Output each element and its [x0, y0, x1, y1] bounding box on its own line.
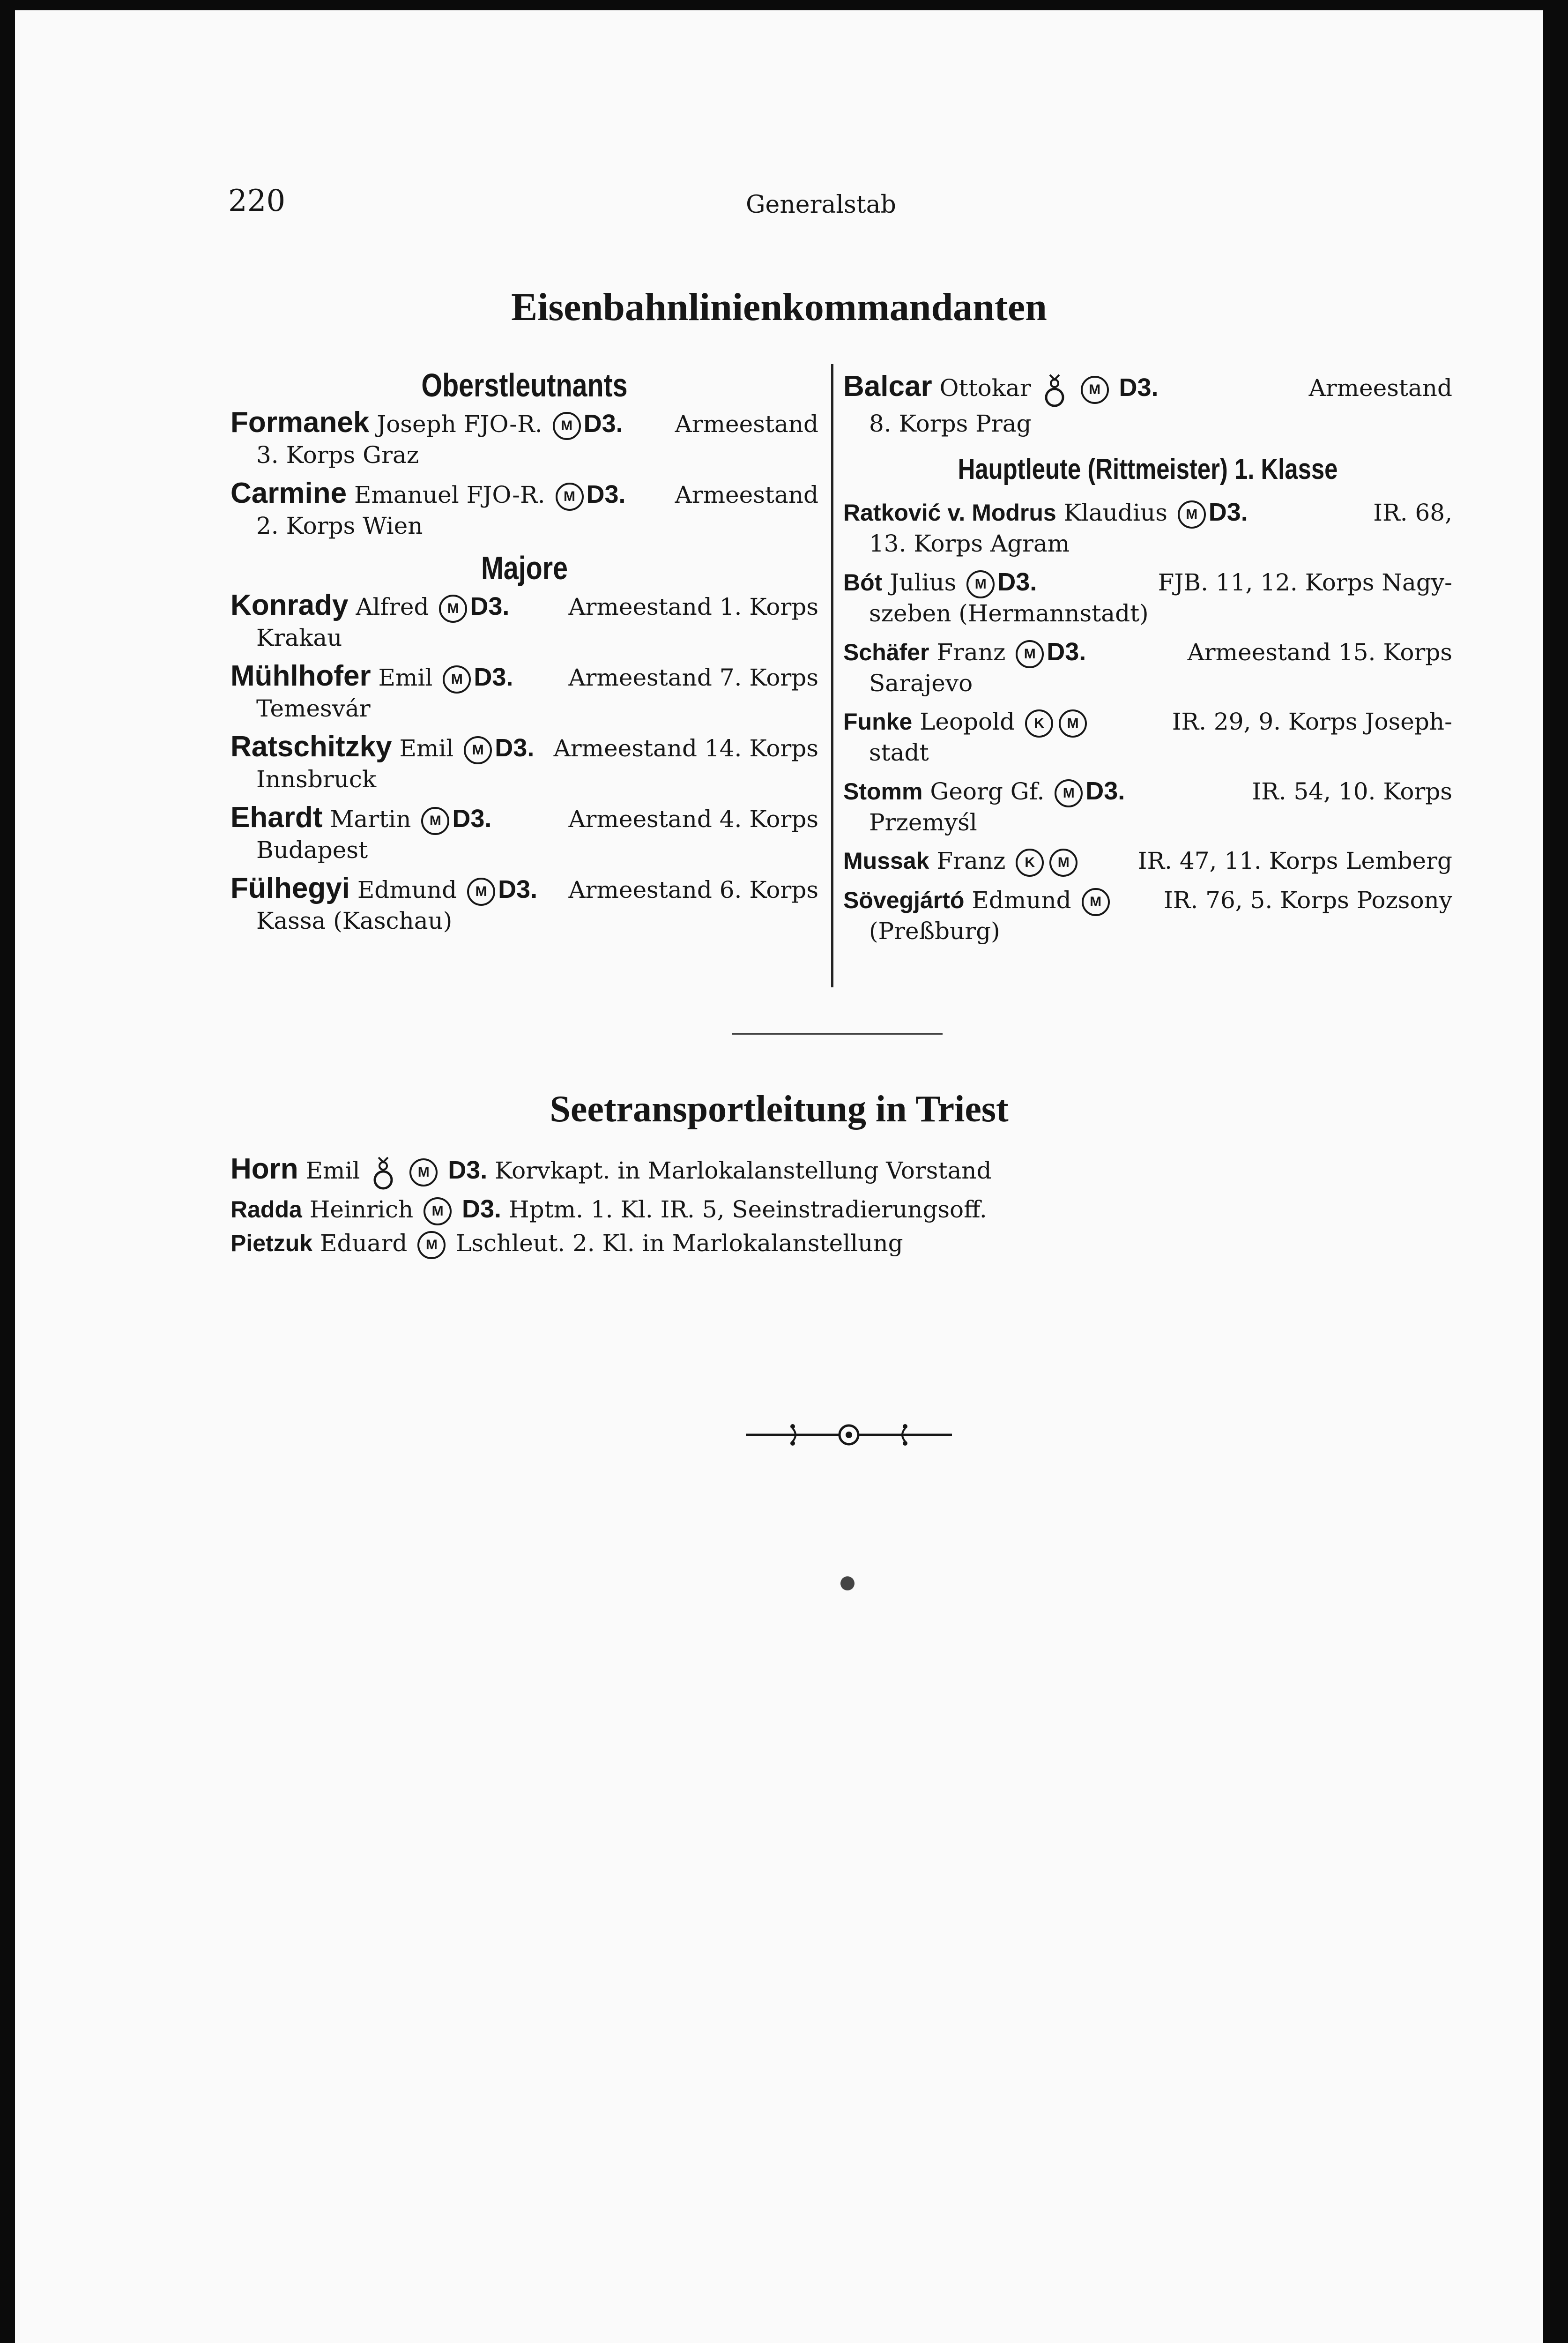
person-name: Carmine [230, 477, 347, 509]
m-symbol-icon: M [1016, 640, 1044, 668]
person-name: Horn [230, 1153, 298, 1185]
person-name: Sövegjártó [843, 887, 965, 913]
entry-ratkovic: Ratković v. Modrus Klaudius M D3. IR. 68, 13. Korps Agram [843, 498, 1452, 557]
m-symbol-icon: M [1059, 709, 1087, 738]
entry-fuelhegyi: Fülhegyi Edmund M D3. Armeestand 6. Korps Kassa (Kaschau) [230, 872, 818, 934]
entry-bot: Bót Julius M D3. FJB. 11, 12. Korps Nagy- szeben (Hermannstadt) [843, 568, 1452, 627]
m-symbol-icon: M [1049, 849, 1078, 877]
m-symbol-icon: M [417, 1231, 446, 1259]
m-symbol-icon: M [1178, 500, 1206, 529]
person-name: Funke [843, 709, 913, 735]
subhead-majore: Majore [481, 550, 568, 586]
order-ribbon-icon [372, 1154, 394, 1191]
ornament-divider-icon [746, 1421, 952, 1449]
left-column [230, 366, 818, 944]
section-separator-line [732, 1033, 943, 1035]
k-symbol-icon: K [1016, 849, 1044, 877]
entry-formanek: Formanek Joseph FJO-R. M D3. Armeestand 3. Korps Graz [230, 406, 818, 469]
entry-ratschitzky: Ratschitzky Emil M D3. Armeestand 14. Korps Innsbruck [230, 731, 818, 793]
m-symbol-icon: M [467, 878, 495, 906]
ink-spot [840, 1576, 855, 1590]
person-name: Ratschitzky [230, 731, 392, 763]
entry-pietzuk: Pietzuk Eduard M Lschleut. 2. Kl. in Marlokalanstellung [230, 1228, 1121, 1259]
person-name: Bót [843, 569, 883, 596]
person-name: Pietzuk [230, 1230, 313, 1256]
m-symbol-icon: M [1081, 376, 1109, 404]
person-name: Ehardt [230, 801, 323, 834]
person-name: Stomm [843, 778, 923, 805]
person-name: Schäfer [843, 639, 929, 665]
m-symbol-icon: M [443, 665, 471, 694]
person-name: Konrady [230, 589, 349, 621]
entry-balcar: Balcar Ottokar M D3. Armeestand 8. Korps Prag [843, 370, 1452, 437]
m-symbol-icon: M [966, 570, 995, 598]
subhead-hauptleute: Hauptleute (Rittmeister) 1. Klasse [958, 453, 1338, 485]
entry-stomm: Stomm Georg Gf. M D3. IR. 54, 10. Korps Przemyśl [843, 777, 1452, 836]
running-title: Generalstab [746, 191, 896, 219]
seetransport-list [230, 1154, 1121, 1259]
entry-carmine: Carmine Emanuel FJO-R. M D3. Armeestand 2. Korps Wien [230, 477, 818, 539]
person-name: Balcar [843, 370, 932, 403]
m-symbol-icon: M [1082, 888, 1110, 916]
entry-konrady: Konrady Alfred M D3. Armeestand 1. Korps Krakau [230, 589, 818, 651]
entry-mussak: Mussak Franz K M IR. 47, 11. Korps Lemberg [843, 846, 1452, 877]
page-number: 220 [228, 184, 286, 218]
m-symbol-icon: M [421, 807, 449, 835]
person-name: Fülhegyi [230, 872, 350, 904]
entry-ehardt: Ehardt Martin M D3. Armeestand 4. Korps Budapest [230, 801, 818, 864]
m-symbol-icon: M [556, 483, 584, 511]
m-symbol-icon: M [424, 1197, 452, 1225]
order-ribbon-icon [1043, 371, 1066, 409]
person-name: Radda [230, 1196, 302, 1223]
entry-soevegjarto: Sövegjártó Edmund M IR. 76, 5. Korps Pozsony (Preßburg) [843, 887, 1452, 945]
person-name: Formanek [230, 406, 370, 439]
m-symbol-icon: M [1055, 779, 1083, 807]
right-column [843, 371, 1452, 955]
entry-schaefer: Schäfer Franz M D3. Armeestand 15. Korps Sarajevo [843, 638, 1452, 697]
m-symbol-icon: M [464, 736, 492, 764]
person-name: Mühlhofer [230, 660, 371, 692]
entry-funke: Funke Leopold K M IR. 29, 9. Korps Joseph- stadt [843, 708, 1452, 766]
document-page [15, 10, 1543, 2343]
section-title-seetransport: Seetransportleitung in Triest [550, 1089, 1009, 1130]
entry-radda: Radda Heinrich M D3. Hptm. 1. Kl. IR. 5, Seeinstradierungsoff. [230, 1194, 1121, 1225]
k-symbol-icon: K [1025, 709, 1053, 738]
column-divider [831, 364, 833, 987]
person-name: Mussak [843, 848, 929, 874]
m-symbol-icon: M [439, 595, 467, 623]
person-name: Ratković v. Modrus [843, 500, 1056, 526]
entry-horn: Horn Emil M D3. Korvkapt. in Marlokalanstellung Vorstand [230, 1154, 1121, 1191]
entry-muehlhofer: Mühlhofer Emil M D3. Armeestand 7. Korps Temesvár [230, 660, 818, 722]
m-symbol-icon: M [553, 412, 581, 440]
m-symbol-icon: M [409, 1158, 438, 1186]
subhead-oberstleutnants: Oberstleutnants [421, 367, 628, 403]
section-title-eisenbahn: Eisenbahnlinienkommandanten [511, 285, 1047, 329]
